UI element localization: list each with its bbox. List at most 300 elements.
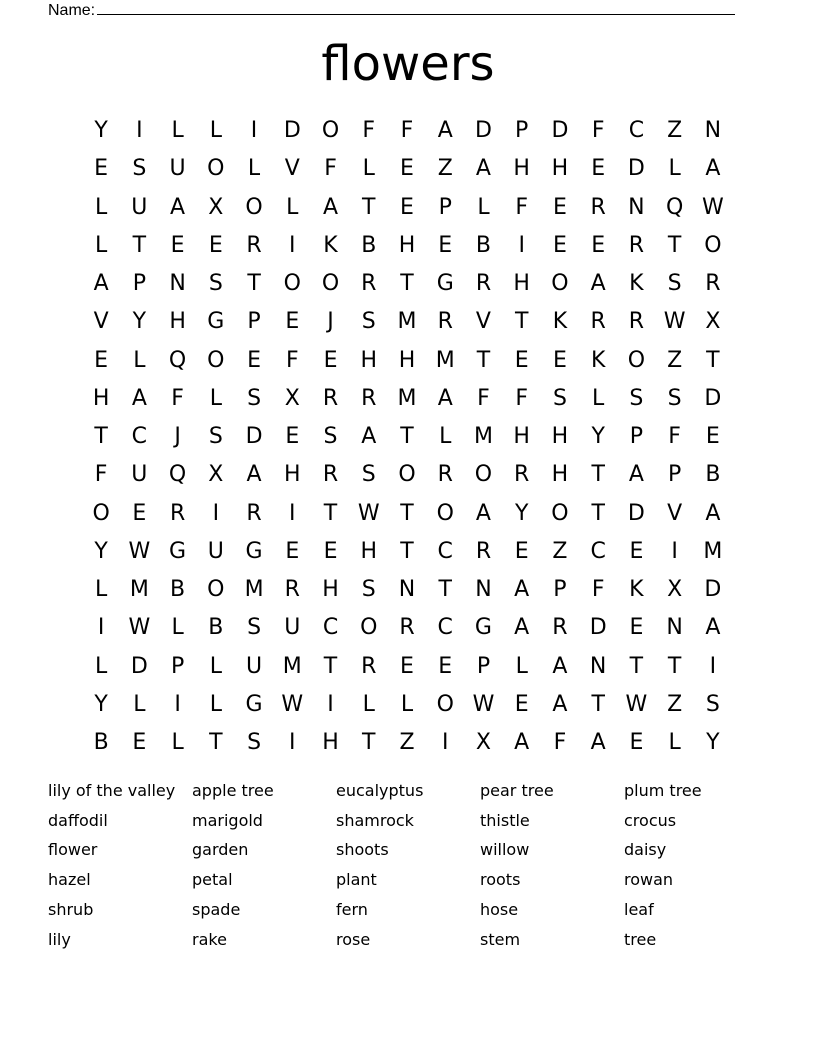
word-list-item: leaf — [624, 900, 654, 920]
grid-letter: A — [475, 500, 491, 526]
grid-letter: S — [667, 385, 682, 411]
word-list-item: lily — [48, 929, 71, 949]
grid-letter: W — [128, 538, 151, 564]
grid-letter: U — [246, 653, 263, 679]
grid-letter: E — [705, 424, 720, 450]
grid-letter: X — [208, 462, 224, 488]
grid-row — [82, 418, 732, 456]
grid-letter: O — [207, 347, 225, 373]
grid-letter: Z — [667, 347, 683, 373]
grid-letter: F — [515, 385, 529, 411]
word-row — [48, 806, 768, 836]
grid-letter: W — [472, 691, 495, 717]
grid-letter: H — [513, 271, 530, 297]
grid-letter: E — [591, 156, 606, 182]
grid-row — [82, 303, 732, 341]
grid-letter: O — [245, 194, 263, 220]
grid-row — [82, 265, 732, 303]
grid-letter: E — [208, 232, 223, 258]
grid-letter: L — [400, 691, 414, 717]
grid-letter: F — [285, 347, 299, 373]
grid-letter: D — [551, 118, 569, 144]
grid-letter: M — [473, 424, 493, 450]
grid-letter: S — [705, 691, 720, 717]
grid-letter: I — [289, 232, 296, 258]
grid-letter: T — [247, 271, 261, 297]
grid-letter: P — [629, 424, 644, 450]
grid-letter: E — [400, 194, 414, 220]
grid-letter: S — [667, 271, 682, 297]
grid-row — [82, 456, 732, 494]
grid-letter: R — [590, 194, 606, 220]
grid-letter: B — [170, 577, 186, 603]
grid-letter: H — [551, 156, 569, 182]
grid-letter: N — [169, 271, 186, 297]
grid-letter: T — [400, 500, 414, 526]
grid-letter: H — [284, 462, 301, 488]
word-list-item: plant — [336, 870, 377, 890]
grid-letter: L — [94, 653, 108, 679]
grid-letter: B — [361, 232, 377, 258]
grid-letter: E — [552, 347, 567, 373]
word-list-item: apple tree — [192, 780, 274, 800]
grid-letter: E — [323, 538, 338, 564]
grid-letter: L — [209, 691, 222, 717]
grid-letter: R — [322, 462, 339, 488]
grid-letter: L — [515, 653, 528, 679]
grid-letter: M — [435, 347, 455, 373]
word-list-item: daisy — [624, 840, 667, 860]
grid-letter: L — [439, 424, 452, 450]
grid-letter: O — [207, 156, 225, 182]
grid-letter: E — [591, 232, 606, 258]
word-list-item: garden — [192, 840, 249, 860]
grid-letter: D — [245, 424, 263, 450]
grid-letter: R — [514, 462, 530, 488]
grid-letter: D — [589, 615, 607, 641]
grid-letter: R — [590, 309, 606, 335]
grid-letter: N — [475, 577, 492, 603]
grid-letter: D — [627, 500, 645, 526]
grid-letter: O — [627, 347, 646, 373]
grid-letter: I — [97, 615, 105, 641]
grid-letter: O — [207, 577, 225, 603]
grid-letter: L — [171, 615, 184, 641]
grid-letter: F — [515, 194, 529, 220]
grid-letter: E — [285, 424, 300, 450]
grid-letter: V — [93, 309, 109, 335]
word-list-item: thistle — [480, 810, 530, 830]
grid-letter: F — [553, 730, 567, 756]
grid-letter: K — [323, 232, 338, 258]
word-list-item: shrub — [48, 900, 94, 920]
grid-letter: P — [132, 271, 146, 297]
grid-letter: B — [475, 232, 491, 258]
grid-letter: G — [474, 615, 492, 641]
grid-letter: O — [474, 462, 493, 488]
grid-letter: Q — [168, 462, 187, 488]
grid-letter: R — [552, 615, 568, 641]
grid-letter: Z — [552, 538, 568, 564]
grid-letter: H — [322, 577, 339, 603]
grid-row — [82, 571, 732, 609]
grid-letter: K — [552, 309, 568, 335]
grid-letter: L — [209, 385, 222, 411]
grid-letter: H — [169, 309, 186, 335]
grid-letter: L — [94, 577, 108, 603]
grid-letter: I — [327, 691, 334, 717]
grid-letter: F — [477, 385, 490, 411]
grid-letter: Q — [168, 347, 187, 373]
word-row — [48, 865, 768, 895]
grid-letter: A — [552, 653, 568, 679]
grid-letter: R — [361, 653, 377, 679]
grid-letter: C — [628, 118, 645, 144]
grid-letter: J — [327, 309, 334, 335]
grid-letter: O — [551, 271, 569, 297]
grid-letter: R — [437, 309, 453, 335]
grid-letter: P — [476, 653, 491, 679]
grid-letter: L — [171, 118, 184, 144]
grid-letter: F — [362, 118, 376, 144]
grid-letter: T — [591, 462, 605, 488]
grid-letter: W — [128, 615, 151, 641]
grid-letter: A — [514, 615, 530, 641]
grid-letter: N — [398, 577, 416, 603]
grid-letter: T — [591, 691, 605, 717]
grid-letter: L — [209, 118, 222, 144]
grid-letter: A — [437, 385, 453, 411]
name-underline — [97, 0, 735, 15]
grid-letter: R — [628, 232, 645, 258]
grid-row — [82, 609, 732, 647]
word-list-item: rose — [336, 929, 371, 949]
grid-letter: M — [129, 577, 149, 603]
grid-letter: A — [705, 615, 721, 641]
grid-letter: T — [323, 500, 338, 526]
grid-letter: Y — [706, 730, 720, 756]
grid-letter: E — [170, 232, 185, 258]
word-row — [48, 895, 768, 925]
grid-letter: F — [94, 462, 108, 488]
grid-letter: P — [553, 577, 567, 603]
grid-letter: R — [361, 385, 377, 411]
grid-letter: C — [131, 424, 148, 450]
grid-letter: U — [207, 538, 224, 564]
page-title: flowers — [321, 36, 495, 92]
grid-letter: M — [703, 538, 723, 564]
grid-letter: O — [360, 615, 378, 641]
grid-letter: L — [171, 730, 184, 756]
grid-letter: F — [171, 385, 184, 411]
word-list-item: tree — [624, 929, 657, 949]
word-list-item: flower — [48, 840, 98, 860]
grid-letter: I — [709, 653, 717, 679]
grid-letter: V — [667, 500, 683, 526]
grid-letter: O — [283, 271, 301, 297]
word-list-item: plum tree — [624, 780, 702, 800]
grid-letter: A — [131, 385, 147, 411]
grid-letter: B — [93, 730, 109, 756]
grid-letter: Q — [665, 194, 684, 220]
grid-letter: I — [671, 538, 678, 564]
grid-letter: R — [399, 615, 415, 641]
grid-letter: M — [397, 385, 417, 411]
grid-letter: A — [514, 577, 530, 603]
grid-letter: T — [629, 653, 644, 679]
grid-row — [82, 724, 732, 762]
grid-letter: S — [629, 385, 644, 411]
grid-letter: R — [284, 577, 300, 603]
grid-letter: E — [132, 500, 147, 526]
grid-letter: R — [437, 462, 453, 488]
grid-letter: D — [627, 156, 645, 182]
grid-letter: A — [514, 730, 530, 756]
grid-letter: C — [437, 538, 453, 564]
grid-letter: I — [250, 118, 258, 144]
name-label: Name: — [48, 2, 96, 19]
grid-letter: D — [130, 653, 148, 679]
word-list-item: crocus — [624, 810, 677, 830]
grid-row — [82, 495, 732, 533]
grid-letter: P — [247, 309, 261, 335]
grid-letter: E — [285, 538, 300, 564]
grid-letter: E — [323, 347, 338, 373]
word-list-item: spade — [192, 900, 241, 920]
grid-letter: E — [400, 653, 414, 679]
grid-letter: Y — [94, 538, 108, 564]
grid-letter: B — [705, 462, 721, 488]
grid-letter: A — [590, 271, 606, 297]
letter-grid — [82, 112, 732, 762]
grid-letter: K — [590, 347, 606, 373]
grid-letter: E — [629, 538, 644, 564]
grid-letter: E — [94, 347, 109, 373]
grid-letter: X — [284, 385, 300, 411]
grid-letter: W — [281, 691, 304, 717]
grid-letter: L — [286, 194, 299, 220]
grid-row — [82, 648, 732, 686]
grid-letter: G — [436, 271, 454, 297]
grid-letter: J — [174, 424, 181, 450]
grid-letter: T — [400, 271, 414, 297]
grid-letter: C — [437, 615, 453, 641]
grid-letter: E — [285, 309, 300, 335]
grid-letter: L — [592, 385, 605, 411]
grid-letter: T — [362, 730, 376, 756]
word-list-item: shamrock — [336, 810, 414, 830]
grid-letter: Y — [514, 500, 529, 526]
grid-letter: U — [169, 156, 186, 182]
grid-letter: P — [170, 653, 185, 679]
grid-letter: O — [551, 500, 569, 526]
grid-letter: U — [131, 462, 148, 488]
grid-letter: S — [247, 730, 262, 756]
grid-letter: E — [400, 156, 414, 182]
grid-letter: M — [244, 577, 264, 603]
word-list-item: fern — [336, 900, 368, 920]
grid-letter: E — [552, 232, 567, 258]
grid-letter: L — [133, 347, 146, 373]
word-list — [48, 776, 768, 955]
word-list-item: roots — [480, 870, 521, 890]
grid-letter: C — [590, 538, 606, 564]
grid-letter: R — [361, 271, 377, 297]
grid-row — [82, 150, 732, 188]
grid-letter: L — [94, 194, 108, 220]
grid-letter: X — [475, 730, 491, 756]
grid-letter: F — [591, 577, 605, 603]
grid-letter: D — [474, 118, 492, 144]
grid-letter: L — [362, 691, 375, 717]
grid-letter: N — [704, 118, 722, 144]
grid-letter: Y — [94, 118, 108, 144]
word-list-item: daffodil — [48, 810, 108, 830]
grid-letter: I — [136, 118, 143, 144]
grid-letter: Z — [437, 156, 453, 182]
grid-letter: A — [361, 424, 377, 450]
grid-letter: R — [705, 271, 721, 297]
word-list-item: eucalyptus — [336, 780, 424, 800]
grid-letter: M — [282, 653, 302, 679]
grid-letter: R — [475, 271, 492, 297]
grid-letter: K — [629, 271, 644, 297]
word-row — [48, 776, 768, 806]
grid-letter: A — [590, 730, 606, 756]
grid-letter: O — [436, 691, 454, 717]
grid-letter: E — [514, 691, 529, 717]
grid-letter: S — [361, 577, 376, 603]
grid-letter: F — [591, 118, 605, 144]
grid-letter: T — [323, 653, 338, 679]
grid-letter: F — [400, 118, 414, 144]
grid-letter: Z — [667, 118, 683, 144]
word-list-item: willow — [480, 840, 530, 860]
grid-letter: V — [284, 156, 300, 182]
grid-letter: T — [209, 730, 223, 756]
grid-letter: H — [322, 730, 339, 756]
grid-letter: L — [209, 653, 222, 679]
grid-letter: S — [247, 615, 262, 641]
grid-letter: T — [706, 347, 720, 373]
word-list-item: hose — [480, 900, 519, 920]
grid-letter: B — [208, 615, 224, 641]
grid-letter: L — [362, 156, 375, 182]
word-list-item: petal — [192, 870, 233, 890]
word-list-item: pear tree — [480, 780, 554, 800]
grid-letter: H — [551, 462, 569, 488]
word-list-item: hazel — [48, 870, 91, 890]
grid-row — [82, 227, 732, 265]
grid-letter: S — [323, 424, 338, 450]
word-list-item: stem — [480, 929, 521, 949]
grid-letter: O — [321, 118, 340, 144]
grid-letter: W — [663, 309, 686, 335]
name-field — [48, 0, 735, 20]
grid-letter: X — [667, 577, 683, 603]
word-list-item: shoots — [336, 840, 389, 860]
grid-letter: E — [438, 232, 453, 258]
grid-letter: S — [247, 385, 262, 411]
grid-letter: G — [207, 309, 225, 335]
word-list-item: rake — [192, 929, 227, 949]
grid-letter: T — [94, 424, 108, 450]
word-row — [48, 836, 768, 866]
grid-letter: I — [289, 500, 296, 526]
grid-letter: S — [361, 309, 376, 335]
grid-letter: W — [625, 691, 648, 717]
grid-letter: E — [629, 615, 644, 641]
grid-letter: E — [247, 347, 261, 373]
grid-row — [82, 112, 732, 150]
grid-letter: T — [667, 653, 682, 679]
grid-letter: L — [477, 194, 490, 220]
grid-letter: Y — [94, 691, 108, 717]
grid-letter: O — [92, 500, 110, 526]
grid-letter: S — [132, 156, 147, 182]
grid-letter: F — [668, 424, 681, 450]
grid-letter: E — [94, 156, 109, 182]
grid-letter: T — [400, 538, 414, 564]
grid-letter: E — [514, 538, 529, 564]
grid-letter: A — [437, 118, 453, 144]
grid-letter: P — [667, 462, 682, 488]
grid-letter: I — [174, 691, 181, 717]
grid-letter: A — [628, 462, 644, 488]
grid-letter: S — [208, 424, 223, 450]
grid-letter: K — [629, 577, 644, 603]
grid-letter: A — [246, 462, 262, 488]
grid-letter: O — [704, 232, 722, 258]
grid-letter: L — [247, 156, 261, 182]
grid-letter: H — [360, 538, 378, 564]
grid-letter: W — [701, 194, 724, 220]
grid-letter: D — [704, 385, 722, 411]
grid-letter: G — [245, 538, 263, 564]
grid-letter: H — [513, 424, 530, 450]
grid-letter: R — [475, 538, 492, 564]
grid-letter: E — [514, 347, 529, 373]
grid-letter: T — [476, 347, 491, 373]
grid-letter: T — [591, 500, 605, 526]
grid-letter: H — [398, 347, 416, 373]
word-list-item: marigold — [192, 810, 263, 830]
grid-row — [82, 342, 732, 380]
grid-letter: H — [92, 385, 110, 411]
grid-letter: R — [169, 500, 186, 526]
grid-letter: T — [132, 232, 147, 258]
grid-letter: R — [246, 500, 262, 526]
grid-letter: A — [475, 156, 491, 182]
grid-letter: O — [398, 462, 416, 488]
grid-letter: H — [360, 347, 378, 373]
grid-letter: U — [284, 615, 301, 641]
grid-letter: H — [551, 424, 569, 450]
grid-letter: Y — [132, 309, 147, 335]
grid-letter: Y — [591, 424, 605, 450]
grid-letter: A — [170, 194, 186, 220]
grid-letter: M — [397, 309, 417, 335]
grid-letter: L — [94, 232, 108, 258]
grid-letter: U — [131, 194, 148, 220]
grid-letter: A — [322, 194, 339, 220]
grid-letter: I — [289, 730, 296, 756]
grid-letter: D — [283, 118, 301, 144]
grid-letter: R — [246, 232, 262, 258]
grid-letter: N — [589, 653, 607, 679]
grid-letter: I — [441, 730, 449, 756]
grid-letter: V — [475, 309, 491, 335]
